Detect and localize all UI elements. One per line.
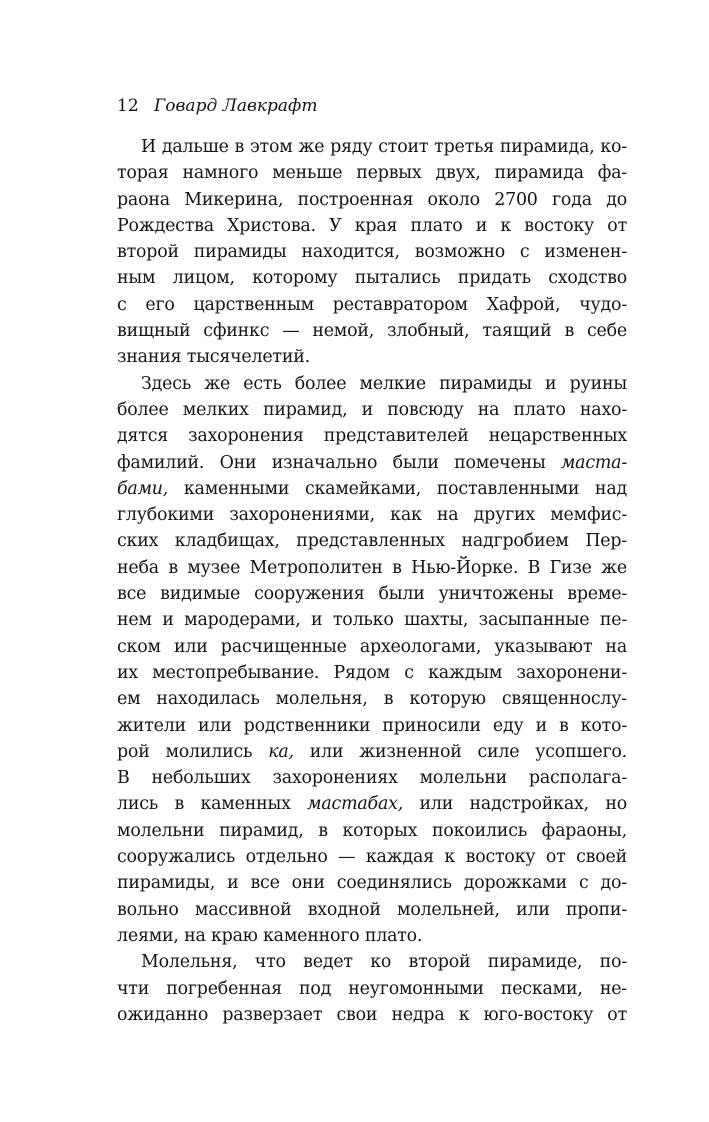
text-line: знания тысячелетий. xyxy=(117,347,310,368)
text-line: В небольших захоронениях молельни располага- xyxy=(117,768,627,789)
italic-term: мастабах, xyxy=(307,794,404,815)
text-line: чти погребенная под неугомонными песками, не- xyxy=(117,978,627,999)
text-line: с его царственным реставратором Хафрой, чудо- xyxy=(117,294,627,315)
text-line: молельни пирамид, в которых покоились фараоны, xyxy=(117,820,627,841)
book-page xyxy=(117,94,627,1028)
text-line: вольно массивной входной молельней, или пропи- xyxy=(117,899,627,920)
text-line: неба в музее Метрополитен в Нью-Йорке. В Гизе же xyxy=(117,557,627,578)
text-line: бами, каменными скамейками, поставленными над xyxy=(117,478,627,499)
text-line: их местопребывание. Рядом с каждым захоронени- xyxy=(117,662,627,683)
text-line: сооружались отдельно — каждая к востоку от своей xyxy=(117,847,627,868)
text-line: раона Микерина, построенная около 2700 года до xyxy=(117,189,627,210)
running-title: Говард Лавкрафт xyxy=(154,96,318,116)
running-head xyxy=(117,94,627,118)
text-line: пирамиды, и все они соединялись дорожками с до- xyxy=(117,873,627,894)
page-number: 12 xyxy=(117,96,139,116)
text-line: фамилий. Они изначально были помечены маста- xyxy=(117,452,627,473)
text-line: жители или родственники приносили еду и в кото- xyxy=(117,715,627,736)
text-line: леями, на краю каменного плато. xyxy=(117,925,423,946)
text-line: глубокими захоронениями, как на других мемфис- xyxy=(117,505,627,526)
text-line: дятся захоронения представителей нецарственных xyxy=(117,426,627,447)
italic-term: ка, xyxy=(268,741,294,762)
text-line: второй пирамиды находится, возможно с изменен- xyxy=(117,242,627,263)
text-line: ских кладбищах, представленных надгробием Пер- xyxy=(117,531,627,552)
italic-term: бами, xyxy=(117,478,169,499)
text-line: Здесь же есть более мелкие пирамиды и руины xyxy=(141,373,627,394)
text-line: вищный сфинкс — немой, злобный, таящий в себе xyxy=(117,321,627,342)
text-line: Молельня, что ведет ко второй пирамиде, по- xyxy=(141,952,627,973)
text-line: более мелких пирамид, и повсюду на плато нахо- xyxy=(117,399,627,420)
italic-term: маста- xyxy=(560,452,627,473)
text-line: ском или расчищенные археологами, указывают на xyxy=(117,636,627,657)
text-line: ожиданно разверзает свои недра к юго-востоку от xyxy=(117,1004,627,1025)
body-text xyxy=(117,134,627,1028)
text-line: ным лицом, которому пытались придать сходство xyxy=(117,268,627,289)
text-line: все видимые сооружения были уничтожены време- xyxy=(117,584,627,605)
text-line: рой молились ка, или жизненной силе усопшего. xyxy=(117,741,627,762)
text-line: ем находилась молельня, в которую священнослу- xyxy=(117,689,627,710)
text-line: И дальше в этом же ряду стоит третья пирамида, ко- xyxy=(141,137,627,157)
text-line: лись в каменных мастабах, или надстройках, но xyxy=(117,794,627,815)
text-line: Рождества Христова. У края плато и к востоку от xyxy=(117,215,627,236)
text-line: торая намного меньше первых двух, пирамида фа- xyxy=(117,163,627,184)
text-line: нем и мародерами, и только шахты, засыпанные пе- xyxy=(117,610,627,631)
